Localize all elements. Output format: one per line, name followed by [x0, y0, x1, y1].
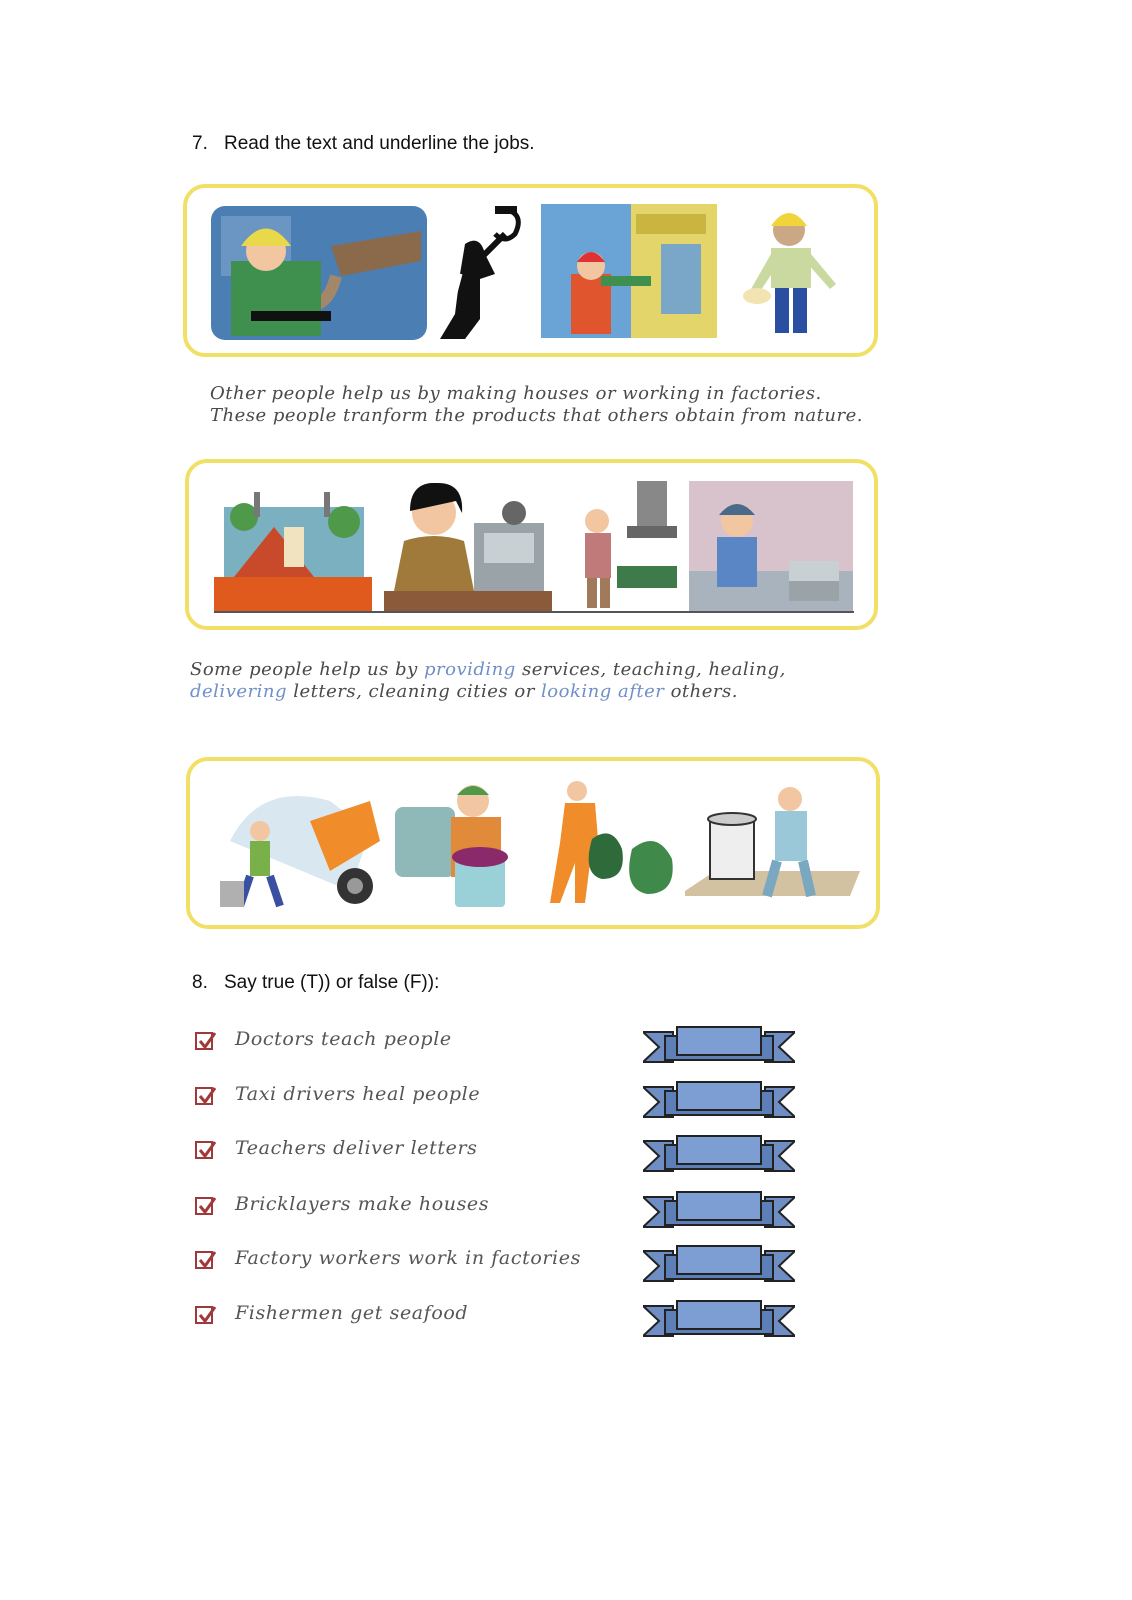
image-frame-factory	[185, 459, 878, 630]
factory-city-icon	[214, 487, 372, 611]
paragraph-line: Other people help us by making houses or working in factories.	[210, 383, 822, 404]
question-number: 8.	[192, 972, 208, 993]
answer-ribbon[interactable]	[643, 1300, 795, 1340]
tf-statement-text: Teachers deliver letters	[235, 1137, 478, 1159]
bin-collector-icon	[395, 777, 541, 911]
garbage-truck-worker-icon	[220, 781, 385, 911]
checkbox[interactable]	[195, 1141, 213, 1159]
paragraph-services	[190, 659, 786, 703]
highlighted-word: delivering	[190, 681, 287, 702]
ground-line	[214, 611, 854, 613]
paragraph-text: others.	[664, 681, 738, 702]
tf-statement-row	[195, 1135, 815, 1169]
paragraph-line: These people tranform the products that others obtain from nature.	[210, 405, 863, 426]
image-frame-builders	[183, 184, 878, 357]
hardhat-worker-icon	[727, 204, 859, 342]
paragraph-line	[190, 659, 786, 681]
scaffold-builder-icon	[541, 204, 717, 338]
paragraph-producers	[210, 383, 863, 427]
tf-statement-text: Factory workers work in factories	[235, 1247, 581, 1269]
answer-ribbon[interactable]	[643, 1191, 795, 1231]
paragraph-text: Some people help us by	[190, 659, 424, 680]
hook-worker-icon	[435, 204, 527, 342]
tf-statement-row	[195, 1300, 815, 1334]
machine-operator-icon	[384, 483, 552, 611]
tf-statement-text: Bricklayers make houses	[235, 1193, 490, 1215]
street-cleaner-icon	[547, 779, 679, 911]
question-instruction: Read the text and underline the jobs.	[224, 133, 535, 154]
checkbox[interactable]	[195, 1197, 213, 1215]
question-number: 7.	[192, 133, 208, 154]
tf-statement-row	[195, 1026, 815, 1060]
question-7-heading	[192, 133, 535, 155]
image-frame-cleaners	[186, 757, 880, 929]
answer-ribbon[interactable]	[643, 1026, 795, 1066]
tf-statement-row	[195, 1191, 815, 1225]
paragraph-text: services, teaching, healing,	[515, 659, 786, 680]
question-8-heading	[192, 972, 439, 994]
answer-ribbon[interactable]	[643, 1081, 795, 1121]
tf-statement-row	[195, 1081, 815, 1115]
checkbox[interactable]	[195, 1087, 213, 1105]
highlighted-word: providing	[424, 659, 516, 680]
checkbox[interactable]	[195, 1306, 213, 1324]
paragraph-line	[190, 681, 786, 703]
paragraph-text: letters, cleaning cities or	[287, 681, 542, 702]
tf-statement-text: Fishermen get seafood	[235, 1302, 469, 1324]
crane-operator-icon	[211, 206, 427, 340]
checkbox[interactable]	[195, 1251, 213, 1269]
tf-statement-text: Taxi drivers heal people	[235, 1083, 481, 1105]
question-instruction: Say true (T)) or false (F)):	[224, 972, 440, 993]
tf-statement-row	[195, 1245, 815, 1279]
answer-ribbon[interactable]	[643, 1135, 795, 1175]
highlighted-word: looking after	[541, 681, 665, 702]
tf-statement-text: Doctors teach people	[235, 1028, 452, 1050]
answer-ribbon[interactable]	[643, 1245, 795, 1285]
assembly-line-worker-icon	[689, 481, 853, 613]
trash-can-worker-icon	[685, 781, 860, 909]
drill-press-worker-icon	[567, 481, 681, 611]
checkbox[interactable]	[195, 1032, 213, 1050]
